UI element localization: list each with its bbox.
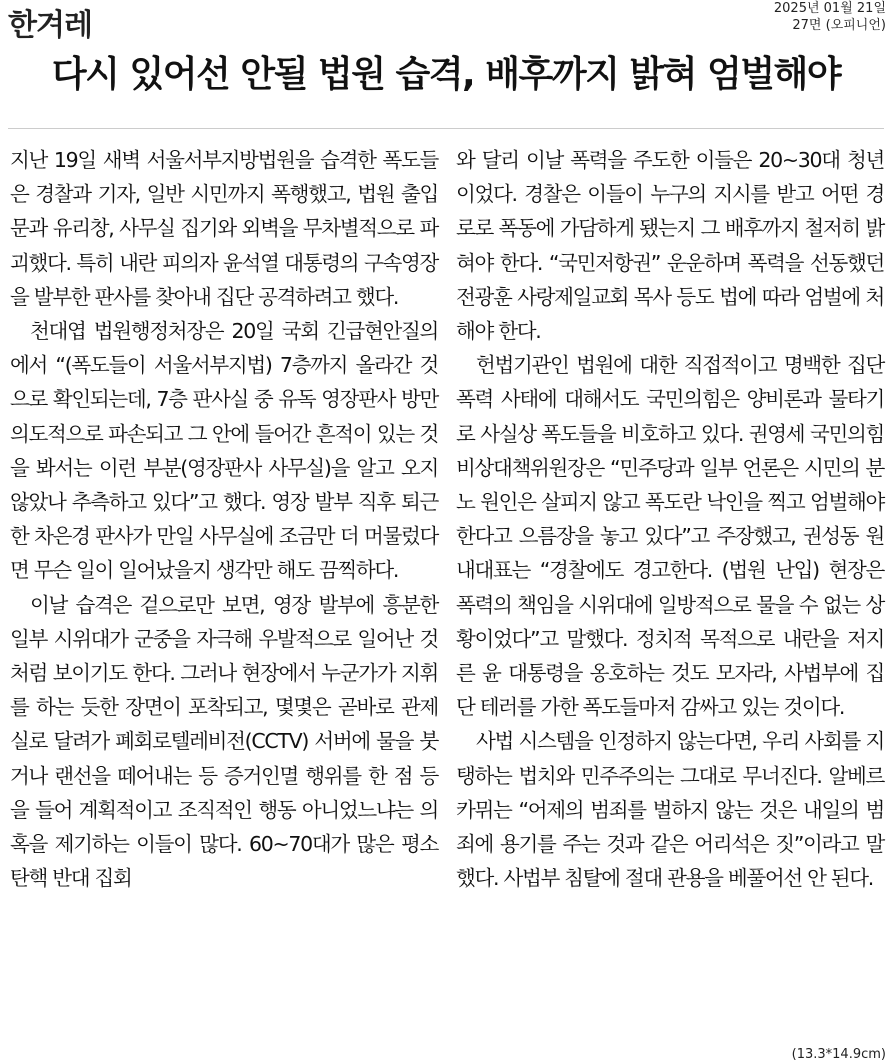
paragraph: 이날 습격은 겉으로만 보면, 영장 발부에 흥분한 일부 시위대가 군중을 자극해 우발적으로 일어난 것처럼 보이기도 한다. 그러나 현장에서 누군가가 지휘를 하는 듯한 장면이 포착되고, 몇몇은 곧바로 관제실로 달려가 폐회로텔레비전(CCTV) 서버에 물을 붓거나 랜선을 떼어내는 등 증거인멸 행위를 한 점 등을 들어 계획적이고 조직적인 행동 아니었느냐는 의혹을 제기하는 이들이 많다. 60~70대가 많은 평소 탄핵 반대 집회 bbox=[10, 592, 438, 891]
publication-meta bbox=[774, 0, 886, 34]
paragraph: 사법 시스템을 인정하지 않는다면, 우리 사회를 지탱하는 법치와 민주주의는 그대로 무너진다. 알베르 카뮈는 “어제의 범죄를 벌하지 않는 것은 내일의 범죄에 용기를 주는 것과 같은 어리석은 짓”이라고 말했다. 사법부 침탈에 절대 관용을 베풀어선 안 된다. bbox=[456, 729, 884, 891]
headline-divider bbox=[8, 128, 884, 129]
publication-date: 2025년 01월 21일 bbox=[773, 1, 886, 16]
article-headline: 다시 있어선 안될 법원 습격, 배후까지 밝혀 엄벌해야 bbox=[51, 54, 841, 95]
newspaper-logo: 한겨레 bbox=[8, 8, 92, 43]
article-column-right bbox=[456, 143, 884, 895]
article-column-left bbox=[10, 143, 438, 895]
paragraph: 지난 19일 새벽 서울서부지방법원을 습격한 폭도들은 경찰과 기자, 일반 시민까지 폭행했고, 법원 출입문과 유리창, 사무실 집기와 외벽을 무차별적으로 파괴했다. 특히 내란 피의자 윤석열 대통령의 구속영장을 발부한 판사를 찾아내 집단 공격하려고 했다. bbox=[10, 148, 438, 309]
paragraph: 와 달리 이날 폭력을 주도한 이들은 20~30대 청년이었다. 경찰은 이들이 누구의 지시를 받고 어떤 경로로 폭동에 가담하게 됐는지 그 배후까지 철저히 밝혀야 한다. “국민저항권” 운운하며 폭력을 선동했던 전광훈 사랑제일교회 목사 등도 법에 따라 엄벌에 처해야 한다. bbox=[456, 148, 884, 344]
clipping-size-note: (13.3*14.9cm) bbox=[791, 1047, 886, 1062]
paragraph: 천대엽 법원행정처장은 20일 국회 긴급현안질의에서 “(폭도들이 서울서부지법) 7층까지 올라간 것으로 확인되는데, 7층 판사실 중 유독 영장판사 방만 의도적으로 파손되고 그 안에 들어간 흔적이 있는 것을 봐서는 이런 부분(영장판사 사무실)을 알고 오지 않았나 추측하고 있다”고 했다. 영장 발부 직후 퇴근한 차은경 판사가 만일 사무실에 조금만 더 머물렀다면 무슨 일이 일어났을지 생각만 해도 끔찍하다. bbox=[10, 319, 438, 583]
paragraph: 헌법기관인 법원에 대한 직접적이고 명백한 집단 폭력 사태에 대해서도 국민의힘은 양비론과 물타기로 사실상 폭도들을 비호하고 있다. 권영세 국민의힘 비상대책위원장은 “민주당과 일부 언론은 시민의 분노 원인은 살피지 않고 폭도란 낙인을 찍고 엄벌해야 한다고 으름장을 놓고 있다”고 주장했고, 권성동 원내대표는 “경찰에도 경고한다. (법원 난입) 현장은 폭력의 책임을 시위대에 일방적으로 물을 수 없는 상황이었다”고 말했다. 정치적 목적으로 내란을 저지른 윤 대통령을 옹호하는 것도 모자라, 사법부에 집단 테러를 가한 폭도들마저 감싸고 있는 것이다. bbox=[456, 353, 884, 720]
page-section: 27면 (오피니언) bbox=[792, 18, 886, 33]
